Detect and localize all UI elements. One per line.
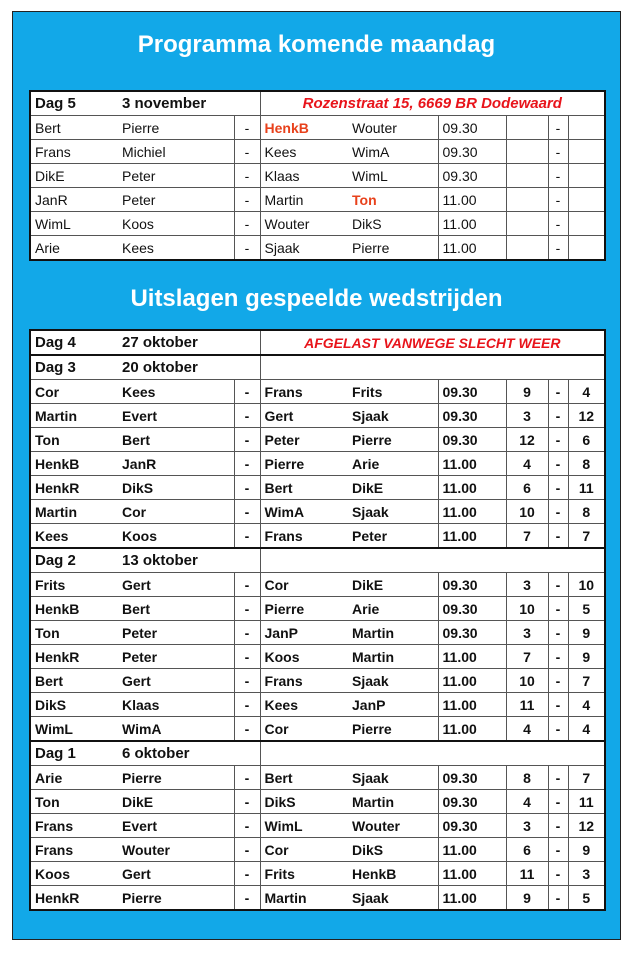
away-player-2: Wouter	[348, 814, 438, 838]
day-date: 13 oktober	[118, 548, 260, 573]
away-player-1: Cor	[260, 573, 348, 597]
score-home: 3	[506, 573, 548, 597]
home-player-2: Gert	[118, 573, 234, 597]
match-row	[30, 766, 605, 790]
away-player-1: Martin	[260, 886, 348, 911]
versus-dash: -	[234, 717, 260, 742]
score-dash: -	[548, 428, 568, 452]
home-player-1: HenkR	[30, 886, 118, 911]
score-home	[506, 164, 548, 188]
versus-dash: -	[234, 645, 260, 669]
score-home: 11	[506, 862, 548, 886]
score-away	[568, 164, 605, 188]
score-away: 8	[568, 500, 605, 524]
home-player-2: Kees	[118, 236, 234, 261]
home-player-2: JanR	[118, 452, 234, 476]
score-home: 10	[506, 500, 548, 524]
score-away: 3	[568, 862, 605, 886]
home-player-2: Klaas	[118, 693, 234, 717]
home-player-1: Martin	[30, 500, 118, 524]
versus-dash: -	[234, 404, 260, 428]
score-dash: -	[548, 500, 568, 524]
score-away	[568, 116, 605, 140]
score-home: 11	[506, 693, 548, 717]
versus-dash: -	[234, 621, 260, 645]
match-time: 11.00	[438, 476, 506, 500]
away-player-2: DikE	[348, 476, 438, 500]
away-player-1: WimA	[260, 500, 348, 524]
home-player-1: DikE	[30, 164, 118, 188]
score-away	[568, 236, 605, 261]
score-home	[506, 116, 548, 140]
away-player-1: Bert	[260, 476, 348, 500]
home-player-1: HenkR	[30, 645, 118, 669]
match-time: 11.00	[438, 645, 506, 669]
score-home: 4	[506, 717, 548, 742]
match-row	[30, 476, 605, 500]
score-home	[506, 236, 548, 261]
score-home: 3	[506, 621, 548, 645]
home-player-1: Arie	[30, 766, 118, 790]
day-label: Dag 5	[30, 91, 118, 116]
programma-table	[29, 90, 606, 261]
match-time: 09.30	[438, 621, 506, 645]
match-row	[30, 862, 605, 886]
score-dash: -	[548, 164, 568, 188]
score-dash: -	[548, 717, 568, 742]
away-player-1: JanP	[260, 621, 348, 645]
match-time: 11.00	[438, 452, 506, 476]
uitslagen-title: Uitslagen gespeelde wedstrijden	[130, 285, 503, 312]
match-time: 11.00	[438, 717, 506, 742]
versus-dash: -	[234, 116, 260, 140]
home-player-2: Koos	[118, 524, 234, 549]
away-player-2: Wouter	[348, 116, 438, 140]
home-player-1: Koos	[30, 862, 118, 886]
score-away: 10	[568, 573, 605, 597]
day-label: Dag 1	[30, 741, 118, 766]
away-player-2: Sjaak	[348, 766, 438, 790]
match-row	[30, 573, 605, 597]
match-time: 09.30	[438, 597, 506, 621]
away-player-1: WimL	[260, 814, 348, 838]
match-row	[30, 140, 605, 164]
score-home: 7	[506, 645, 548, 669]
score-home	[506, 212, 548, 236]
score-home	[506, 140, 548, 164]
versus-dash: -	[234, 838, 260, 862]
home-player-2: Koos	[118, 212, 234, 236]
away-player-1: Cor	[260, 838, 348, 862]
score-dash: -	[548, 862, 568, 886]
programma-title: Programma komende maandag	[137, 31, 496, 58]
match-time: 11.00	[438, 212, 506, 236]
home-player-2: Evert	[118, 814, 234, 838]
score-dash: -	[548, 380, 568, 404]
versus-dash: -	[234, 428, 260, 452]
away-player-2: Arie	[348, 597, 438, 621]
home-player-2: Peter	[118, 621, 234, 645]
away-player-2: Peter	[348, 524, 438, 549]
score-dash: -	[548, 404, 568, 428]
match-time: 09.30	[438, 380, 506, 404]
day-label: Dag 4	[30, 330, 118, 355]
match-row	[30, 693, 605, 717]
home-player-2: Gert	[118, 669, 234, 693]
match-time: 11.00	[438, 838, 506, 862]
day-filler	[260, 548, 605, 573]
score-away: 9	[568, 645, 605, 669]
match-row	[30, 886, 605, 911]
score-away: 11	[568, 476, 605, 500]
away-player-2: HenkB	[348, 862, 438, 886]
score-dash: -	[548, 814, 568, 838]
score-home: 7	[506, 524, 548, 549]
schedule-panel	[12, 11, 621, 940]
day-label: Dag 3	[30, 355, 118, 380]
match-row	[30, 452, 605, 476]
home-player-2: Evert	[118, 404, 234, 428]
versus-dash: -	[234, 693, 260, 717]
score-away: 5	[568, 886, 605, 911]
score-home	[506, 188, 548, 212]
away-player-1: HenkB	[260, 116, 348, 140]
match-row	[30, 524, 605, 549]
home-player-1: Ton	[30, 621, 118, 645]
home-player-2: Wouter	[118, 838, 234, 862]
score-home: 8	[506, 766, 548, 790]
match-row	[30, 428, 605, 452]
home-player-2: WimA	[118, 717, 234, 742]
away-player-2: Martin	[348, 645, 438, 669]
match-time: 09.30	[438, 164, 506, 188]
away-player-1: Pierre	[260, 452, 348, 476]
match-row	[30, 236, 605, 261]
day-header-row	[30, 91, 605, 116]
versus-dash: -	[234, 669, 260, 693]
home-player-2: Pierre	[118, 886, 234, 911]
match-time: 09.30	[438, 116, 506, 140]
score-dash: -	[548, 645, 568, 669]
match-time: 09.30	[438, 428, 506, 452]
home-player-1: Bert	[30, 669, 118, 693]
away-player-2: DikS	[348, 838, 438, 862]
match-time: 11.00	[438, 236, 506, 261]
home-player-2: Pierre	[118, 116, 234, 140]
match-time: 09.30	[438, 766, 506, 790]
home-player-2: Peter	[118, 188, 234, 212]
score-home: 4	[506, 790, 548, 814]
score-dash: -	[548, 669, 568, 693]
home-player-1: Arie	[30, 236, 118, 261]
home-player-1: Frans	[30, 140, 118, 164]
home-player-2: Gert	[118, 862, 234, 886]
match-row	[30, 380, 605, 404]
score-away: 9	[568, 838, 605, 862]
versus-dash: -	[234, 380, 260, 404]
score-home: 3	[506, 404, 548, 428]
home-player-1: DikS	[30, 693, 118, 717]
away-player-1: Wouter	[260, 212, 348, 236]
versus-dash: -	[234, 766, 260, 790]
score-away	[568, 188, 605, 212]
score-away: 7	[568, 669, 605, 693]
match-row	[30, 669, 605, 693]
home-player-2: Michiel	[118, 140, 234, 164]
away-player-1: Koos	[260, 645, 348, 669]
score-dash: -	[548, 140, 568, 164]
score-away: 12	[568, 404, 605, 428]
score-away: 4	[568, 693, 605, 717]
day-header-row	[30, 355, 605, 380]
home-player-1: WimL	[30, 212, 118, 236]
away-player-2: Sjaak	[348, 404, 438, 428]
score-dash: -	[548, 838, 568, 862]
location: Rozenstraat 15, 6669 BR Dodewaard	[260, 91, 605, 116]
match-row	[30, 404, 605, 428]
score-home: 6	[506, 838, 548, 862]
score-dash: -	[548, 476, 568, 500]
away-player-2: Pierre	[348, 428, 438, 452]
score-away	[568, 140, 605, 164]
away-player-1: Kees	[260, 140, 348, 164]
day-date: 27 oktober	[118, 330, 260, 355]
score-home: 3	[506, 814, 548, 838]
away-player-1: Frans	[260, 380, 348, 404]
versus-dash: -	[234, 814, 260, 838]
away-player-1: Frits	[260, 862, 348, 886]
versus-dash: -	[234, 524, 260, 549]
home-player-2: Pierre	[118, 766, 234, 790]
home-player-1: JanR	[30, 188, 118, 212]
match-time: 09.30	[438, 140, 506, 164]
away-player-2: Pierre	[348, 236, 438, 261]
match-time: 11.00	[438, 886, 506, 911]
match-row	[30, 717, 605, 742]
score-home: 12	[506, 428, 548, 452]
away-player-1: DikS	[260, 790, 348, 814]
score-dash: -	[548, 766, 568, 790]
away-player-1: Cor	[260, 717, 348, 742]
day-label: Dag 2	[30, 548, 118, 573]
score-away: 6	[568, 428, 605, 452]
versus-dash: -	[234, 886, 260, 911]
day-note: AFGELAST VANWEGE SLECHT WEER	[260, 330, 605, 355]
score-home: 6	[506, 476, 548, 500]
day-filler	[260, 741, 605, 766]
away-player-2: WimA	[348, 140, 438, 164]
match-row	[30, 188, 605, 212]
match-row	[30, 645, 605, 669]
score-dash: -	[548, 524, 568, 549]
home-player-2: Bert	[118, 597, 234, 621]
match-row	[30, 500, 605, 524]
away-player-1: Martin	[260, 188, 348, 212]
score-dash: -	[548, 236, 568, 261]
score-away: 4	[568, 717, 605, 742]
score-away: 5	[568, 597, 605, 621]
match-time: 09.30	[438, 404, 506, 428]
versus-dash: -	[234, 140, 260, 164]
match-time: 11.00	[438, 693, 506, 717]
away-player-2: Sjaak	[348, 669, 438, 693]
away-player-2: Martin	[348, 790, 438, 814]
match-time: 09.30	[438, 814, 506, 838]
home-player-1: HenkB	[30, 452, 118, 476]
score-dash: -	[548, 790, 568, 814]
score-away: 8	[568, 452, 605, 476]
away-player-1: Pierre	[260, 597, 348, 621]
away-player-1: Bert	[260, 766, 348, 790]
versus-dash: -	[234, 597, 260, 621]
match-time: 09.30	[438, 790, 506, 814]
day-header-row	[30, 548, 605, 573]
away-player-1: Frans	[260, 669, 348, 693]
score-away: 7	[568, 766, 605, 790]
match-row	[30, 814, 605, 838]
home-player-1: Frans	[30, 814, 118, 838]
match-time: 11.00	[438, 669, 506, 693]
away-player-2: Frits	[348, 380, 438, 404]
match-row	[30, 212, 605, 236]
score-away: 4	[568, 380, 605, 404]
day-date: 6 oktober	[118, 741, 260, 766]
away-player-2: WimL	[348, 164, 438, 188]
versus-dash: -	[234, 790, 260, 814]
score-home: 10	[506, 669, 548, 693]
score-dash: -	[548, 188, 568, 212]
score-dash: -	[548, 452, 568, 476]
score-away: 7	[568, 524, 605, 549]
score-away: 11	[568, 790, 605, 814]
home-player-1: Martin	[30, 404, 118, 428]
versus-dash: -	[234, 236, 260, 261]
score-dash: -	[548, 886, 568, 911]
match-row	[30, 116, 605, 140]
match-row	[30, 597, 605, 621]
match-time: 11.00	[438, 500, 506, 524]
away-player-2: Ton	[348, 188, 438, 212]
home-player-1: Frits	[30, 573, 118, 597]
versus-dash: -	[234, 862, 260, 886]
home-player-1: Frans	[30, 838, 118, 862]
away-player-2: Martin	[348, 621, 438, 645]
day-filler	[260, 355, 605, 380]
away-player-2: Pierre	[348, 717, 438, 742]
home-player-1: HenkB	[30, 597, 118, 621]
home-player-2: Peter	[118, 645, 234, 669]
away-player-1: Frans	[260, 524, 348, 549]
away-player-1: Gert	[260, 404, 348, 428]
home-player-2: Cor	[118, 500, 234, 524]
match-row	[30, 838, 605, 862]
home-player-1: Cor	[30, 380, 118, 404]
match-time: 11.00	[438, 188, 506, 212]
away-player-2: Sjaak	[348, 886, 438, 911]
versus-dash: -	[234, 188, 260, 212]
versus-dash: -	[234, 500, 260, 524]
score-away: 12	[568, 814, 605, 838]
home-player-1: Kees	[30, 524, 118, 549]
away-player-1: Peter	[260, 428, 348, 452]
score-home: 9	[506, 886, 548, 911]
home-player-2: Kees	[118, 380, 234, 404]
day-header-row	[30, 330, 605, 355]
match-time: 09.30	[438, 573, 506, 597]
home-player-1: Ton	[30, 428, 118, 452]
away-player-2: DikS	[348, 212, 438, 236]
versus-dash: -	[234, 573, 260, 597]
versus-dash: -	[234, 212, 260, 236]
home-player-2: DikE	[118, 790, 234, 814]
home-player-2: Peter	[118, 164, 234, 188]
day-date: 20 oktober	[118, 355, 260, 380]
score-dash: -	[548, 573, 568, 597]
home-player-1: Ton	[30, 790, 118, 814]
score-dash: -	[548, 693, 568, 717]
match-row	[30, 790, 605, 814]
home-player-1: WimL	[30, 717, 118, 742]
match-time: 11.00	[438, 862, 506, 886]
away-player-1: Kees	[260, 693, 348, 717]
versus-dash: -	[234, 452, 260, 476]
score-home: 10	[506, 597, 548, 621]
match-row	[30, 164, 605, 188]
home-player-2: DikS	[118, 476, 234, 500]
score-away	[568, 212, 605, 236]
match-row	[30, 621, 605, 645]
away-player-1: Klaas	[260, 164, 348, 188]
score-dash: -	[548, 597, 568, 621]
away-player-2: Sjaak	[348, 500, 438, 524]
score-away: 9	[568, 621, 605, 645]
score-dash: -	[548, 116, 568, 140]
versus-dash: -	[234, 164, 260, 188]
uitslagen-table	[29, 329, 606, 911]
score-dash: -	[548, 621, 568, 645]
away-player-2: Arie	[348, 452, 438, 476]
home-player-2: Bert	[118, 428, 234, 452]
score-home: 9	[506, 380, 548, 404]
score-home: 4	[506, 452, 548, 476]
away-player-2: DikE	[348, 573, 438, 597]
day-date: 3 november	[118, 91, 260, 116]
home-player-1: HenkR	[30, 476, 118, 500]
home-player-1: Bert	[30, 116, 118, 140]
away-player-2: JanP	[348, 693, 438, 717]
day-header-row	[30, 741, 605, 766]
score-dash: -	[548, 212, 568, 236]
away-player-1: Sjaak	[260, 236, 348, 261]
versus-dash: -	[234, 476, 260, 500]
match-time: 11.00	[438, 524, 506, 549]
